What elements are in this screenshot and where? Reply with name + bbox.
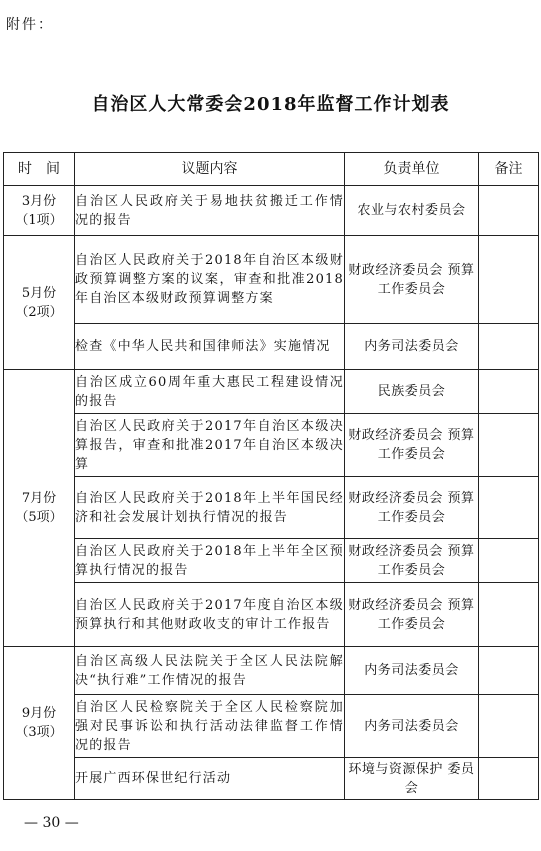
table-row (4, 324, 539, 370)
header-time: 时 间 (4, 153, 75, 186)
note-cell (479, 477, 539, 539)
unit-cell: 内务司法委员会 (345, 695, 479, 758)
item-count: （5项） (15, 510, 63, 525)
topic-cell: 检查《中华人民共和国律师法》实施情况 (75, 324, 345, 370)
note-cell (479, 758, 539, 800)
table-row (4, 539, 539, 583)
note-cell (479, 583, 539, 647)
topic-cell: 自治区人民政府关于易地扶贫搬迁工作情况的报告 (75, 186, 345, 236)
note-cell (479, 186, 539, 236)
table-row (4, 370, 539, 414)
unit-cell: 财政经济委员会 预算工作委员会 (345, 414, 479, 477)
unit-cell: 环境与资源保护 委员会 (345, 758, 479, 800)
topic-cell: 自治区成立60周年重大惠民工程建设情况的报告 (75, 370, 345, 414)
item-count: （1项） (15, 212, 63, 228)
page-number: — 30 — (24, 815, 79, 831)
month-label: 7月份 (21, 491, 57, 506)
topic-cell: 自治区高级人民法院关于全区人民法院解决“执行难”工作情况的报告 (75, 647, 345, 695)
topic-cell: 自治区人民检察院关于全区人民检察院加强对民事诉讼和执行活动法律监督工作情况的报告 (75, 695, 345, 758)
note-cell (479, 414, 539, 477)
header-topic: 议题内容 (75, 153, 345, 186)
table-row (4, 236, 539, 324)
item-count: （3项） (15, 725, 63, 740)
document-title: 自治区人大常委会2018年监督工作计划表 (91, 94, 450, 115)
note-cell (479, 236, 539, 324)
unit-cell: 农业与农村委员会 (345, 186, 479, 236)
table-row (4, 414, 539, 477)
unit-cell: 民族委员会 (345, 370, 479, 414)
topic-cell: 自治区人民政府关于2017年自治区本级决算报告，审查和批准2017年自治区本级决算 (75, 414, 345, 477)
topic-cell: 开展广西环保世纪行活动 (75, 758, 345, 800)
month-cell (4, 236, 75, 370)
note-cell (479, 647, 539, 695)
item-count: （2项） (15, 304, 63, 320)
note-cell (479, 695, 539, 758)
unit-cell: 内务司法委员会 (345, 324, 479, 370)
unit-cell: 财政经济委员会 预算工作委员会 (345, 477, 479, 539)
note-cell (479, 539, 539, 583)
table-row (4, 695, 539, 758)
table-row (4, 647, 539, 695)
header-unit: 负责单位 (345, 153, 479, 186)
note-cell (479, 324, 539, 370)
month-cell (4, 186, 75, 236)
unit-cell: 财政经济委员会 预算工作委员会 (345, 583, 479, 647)
table-row (4, 186, 539, 236)
month-cell (4, 370, 75, 647)
header-note: 备注 (479, 153, 539, 186)
unit-cell: 财政经济委员会 预算工作委员会 (345, 539, 479, 583)
month-label: 5月份 (21, 285, 57, 301)
note-cell (479, 370, 539, 414)
table-row (4, 758, 539, 800)
attachment-label: 附件： (6, 17, 54, 33)
unit-cell: 内务司法委员会 (345, 647, 479, 695)
table-row (4, 477, 539, 539)
month-label: 9月份 (21, 706, 57, 721)
table-header-row (4, 153, 539, 186)
supervision-plan-table (3, 152, 539, 800)
month-label: 3月份 (21, 193, 57, 209)
topic-cell: 自治区人民政府关于2018年上半年全区预算执行情况的报告 (75, 539, 345, 583)
topic-cell: 自治区人民政府关于2017年度自治区本级预算执行和其他财政收支的审计工作报告 (75, 583, 345, 647)
topic-cell: 自治区人民政府关于2018年上半年国民经济和社会发展计划执行情况的报告 (75, 477, 345, 539)
topic-cell: 自治区人民政府关于2018年自治区本级财政预算调整方案的议案，审查和批准2018年自治区本级财政预算调整方案 (75, 236, 345, 324)
month-cell (4, 647, 75, 800)
unit-cell: 财政经济委员会 预算工作委员会 (345, 236, 479, 324)
table-row (4, 583, 539, 647)
